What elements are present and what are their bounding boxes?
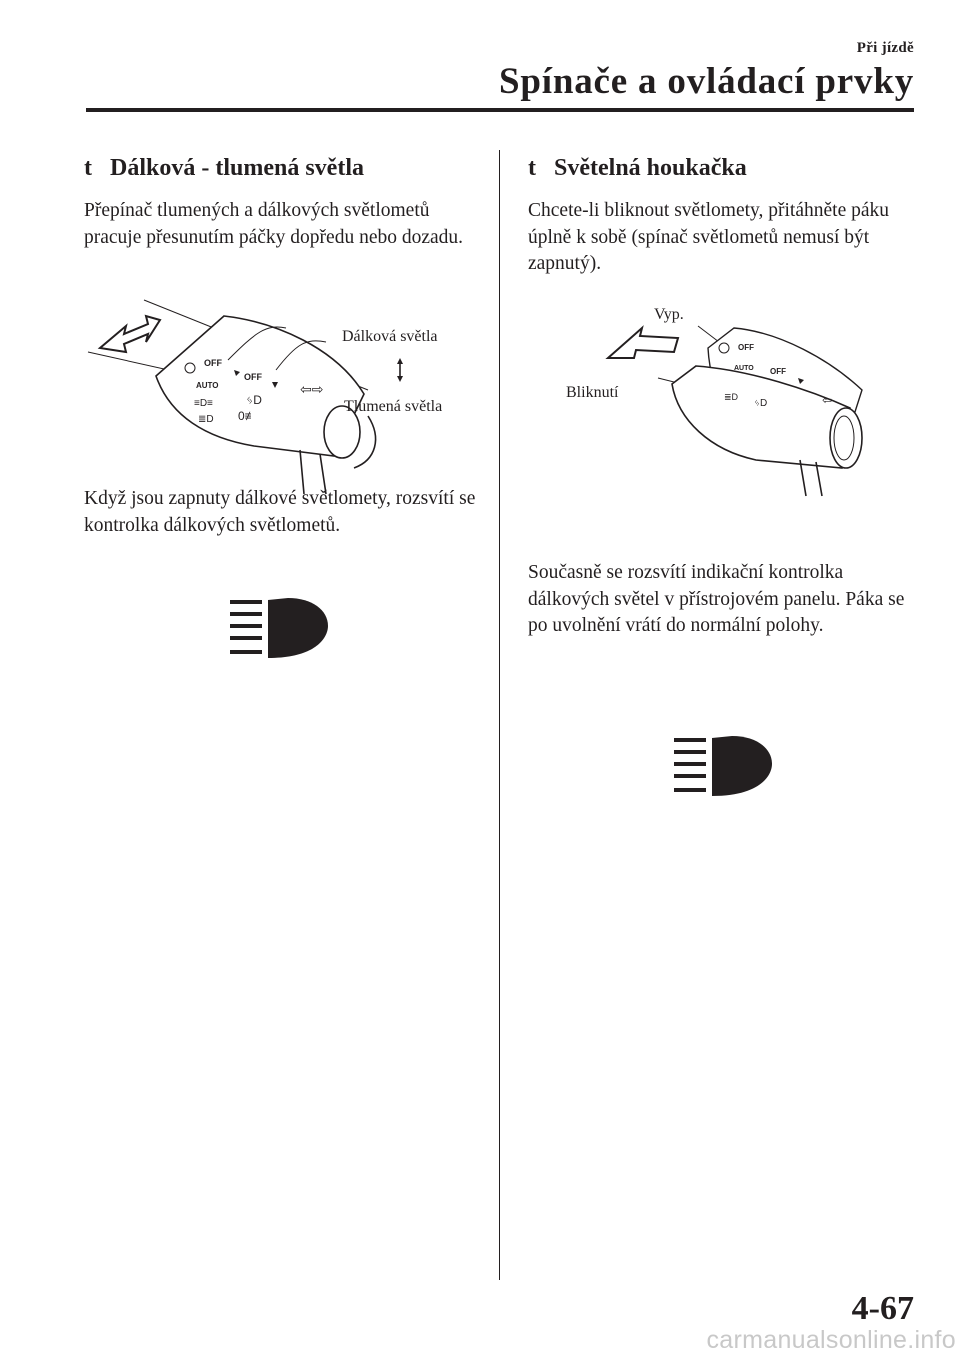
label-off: Vyp. (654, 306, 684, 323)
high-beam-icon (228, 596, 332, 660)
header-chapter: Při jízdě (856, 40, 914, 56)
rear-fog-icon: 0≢ (238, 409, 257, 423)
right-section-heading (528, 155, 928, 182)
left-note-block (84, 486, 484, 539)
label-low-beam: Tlumená světla (344, 398, 443, 415)
high-beam-icon-right (672, 734, 776, 798)
left-heading-text: Dálková - tlumená světla (110, 155, 364, 181)
label-flash: Bliknutí (566, 384, 619, 401)
turn-icon-right: ⇦ (822, 393, 833, 407)
switch-off-label-2: OFF (244, 372, 262, 382)
switch-auto-label: AUTO (196, 381, 219, 390)
page-number: 4-67 (851, 1290, 914, 1327)
off-label-right-1: OFF (738, 343, 754, 352)
double-arrow-icon (100, 316, 160, 352)
label-high-beam: Dálková světla (342, 328, 438, 345)
right-note-text: Současně se rozsvítí indikační kontrolka dálkových světel v přístrojovém panelu. Páka se po uvolnění vrátí do normální polohy. (528, 562, 905, 636)
right-heading-text: Světelná houkačka (554, 155, 747, 181)
stem-right-a (800, 460, 806, 496)
right-intro-text: Chcete-li bliknout světlomety, přitáhněte páku úplně k sobě (spínač světlometů nemusí být zapnutý). (528, 200, 890, 274)
position-arrow-down (397, 376, 403, 382)
high-beam-indicator-right (672, 734, 776, 798)
right-bullet: t (528, 155, 536, 181)
high-beam-indicator-left (228, 596, 332, 660)
auto-label-right: AUTO (734, 365, 754, 372)
lever-figure-left (86, 298, 486, 498)
position-arrow-up (397, 358, 403, 364)
header-title: Spínače a ovládací prvky (499, 61, 914, 102)
left-note-text: Když jsou zapnuty dálkové světlomety, rozsvítí se kontrolka dálkových světlometů. (84, 488, 476, 536)
column-divider (499, 150, 500, 1280)
header-rule (86, 108, 914, 112)
fog-icon-right: ᛃD (754, 398, 768, 409)
off-label-right-2: OFF (770, 367, 786, 376)
left-intro-text: Přepínač tlumených a dálkových světlometů pracuje přesunutím páčky dopředu nebo dozadu. (84, 200, 464, 248)
fog-light-icon: ᛃD (246, 393, 262, 407)
lever-figure-right (560, 300, 890, 500)
parking-light-icon: ≡D≡ (194, 398, 213, 409)
watermark: carmanualsonline.info (706, 1326, 956, 1354)
high-beam-small-icon: ≣D (198, 414, 214, 425)
right-note-block (528, 560, 928, 640)
lever-end-cap-right (830, 408, 862, 468)
stem-right-b (816, 462, 822, 496)
left-section-heading (84, 155, 484, 182)
switch-off-label-1: OFF (204, 358, 222, 368)
highbeam-mini-right: ≣D (724, 392, 739, 402)
right-column (528, 155, 928, 278)
turn-signal-icon: ⇦⇨ (300, 381, 324, 397)
left-column (84, 155, 484, 251)
left-bullet: t (84, 155, 92, 181)
pull-arrow-icon (608, 328, 678, 358)
